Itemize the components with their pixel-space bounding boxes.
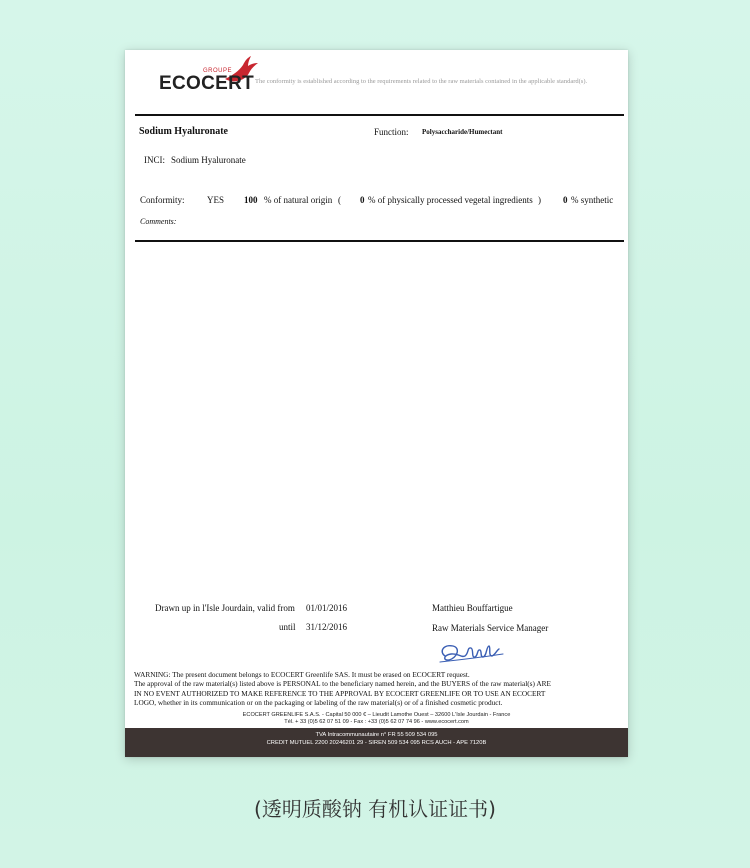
company-contact: Tél. + 33 (0)5 62 07 51 09 - Fax : +33 (0)5 62 07 74 96 - www.ecocert.com: [284, 719, 469, 725]
close-paren: ): [538, 195, 541, 205]
product-name: Sodium Hyaluronate: [139, 126, 228, 137]
until-label: until: [279, 622, 296, 632]
company-address: ECOCERT GREENLIFE S.A.S. - Capital 50 000 € – Lieudit Lamothe Ouest – 32600 L'Isle Jourdain - France: [242, 712, 511, 718]
signer-title: Raw Materials Service Manager: [432, 623, 549, 633]
logo-groupe-text: GROUPE: [203, 68, 233, 74]
ecocert-logo: [159, 55, 255, 97]
logo-wordmark: ECOCERT: [159, 73, 254, 94]
footer-bar: [125, 728, 628, 757]
image-caption: (透明质酸钠 有机认证证书): [254, 797, 496, 821]
bottom-divider: [135, 240, 624, 242]
function-label: Function:: [374, 127, 409, 137]
top-divider: [135, 114, 624, 116]
drawn-up-label: Drawn up in l'Isle Jourdain, valid from: [155, 603, 295, 613]
valid-from-date: 01/01/2016: [306, 603, 348, 613]
warning-line-4: LOGO, whether in its communication or on the packaging or labeling of the raw material(s) or of a finished cosmetic product.: [134, 697, 503, 707]
footer-vat: TVA Intracommunautaire n° FR 55 509 534 095: [315, 732, 438, 738]
conformity-value: YES: [207, 195, 225, 205]
physical-percent: 0: [360, 195, 365, 205]
signer-name: Matthieu Bouffartigue: [432, 603, 513, 613]
physical-processed-text: % of physically processed vegetal ingredients: [368, 195, 533, 205]
synthetic-text: % synthetic: [571, 195, 614, 205]
conformity-label: Conformity:: [140, 195, 185, 205]
header-conformity-note: The conformity is established according to the requirements related to the raw materials contained in the applicable standard(s).: [255, 78, 588, 85]
certificate-document: [125, 50, 628, 757]
warning-line-2: The approval of the raw material(s) listed above is PERSONAL to the beneficiary named herein, and the BUYERS of the raw material(s) ARE: [134, 679, 551, 689]
warning-notice: [134, 670, 624, 707]
warning-line-1: WARNING: The present document belongs to ECOCERT Greenlife SAS. It must be erased on ECOCERT request.: [134, 670, 470, 679]
inci-value: Sodium Hyaluronate: [171, 155, 246, 165]
function-value: Polysaccharide/Humectant: [422, 128, 503, 136]
valid-until-date: 31/12/2016: [306, 622, 348, 632]
handwritten-signature-icon: [437, 638, 507, 668]
inci-label: INCI:: [144, 155, 165, 165]
synthetic-percent: 0: [563, 195, 568, 205]
natural-origin-text: % of natural origin: [264, 195, 333, 205]
open-paren: (: [338, 195, 341, 205]
natural-percent: 100: [244, 195, 258, 205]
comments-label: Comments:: [140, 217, 177, 226]
warning-line-3: IN NO EVENT AUTHORIZED TO MAKE REFERENCE TO THE APPROVAL BY ECOCERT GREENLIFE OR TO USE AN ECOCERT: [134, 688, 546, 698]
footer-bank: CREDIT MUTUEL 2200 20246201 29 - SIREN 509 534 095 RCS AUCH - APE 7120B: [266, 740, 487, 746]
